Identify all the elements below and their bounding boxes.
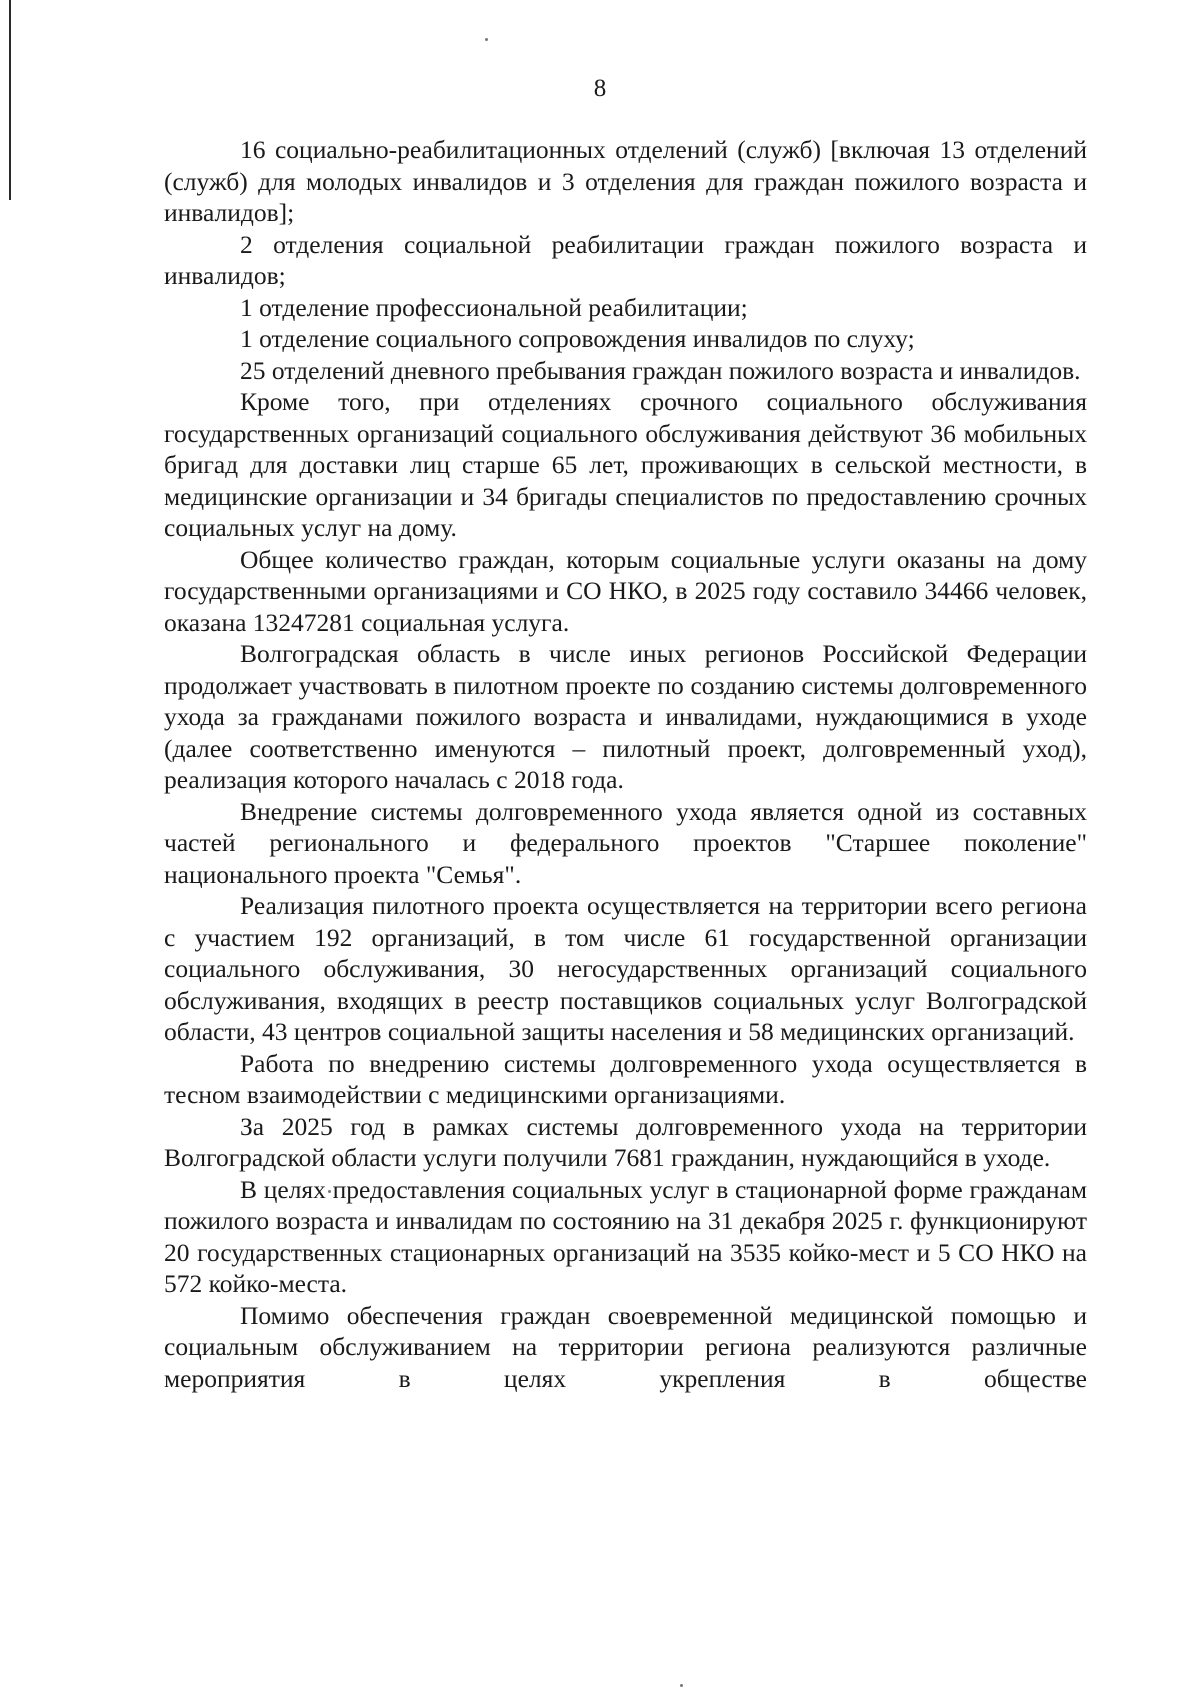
paragraph: 1 отделение профессиональной реабилитации;	[240, 292, 748, 322]
scan-speck	[680, 1684, 683, 1687]
page-number: 8	[593, 75, 607, 102]
paragraph: Помимо обеспечения граждан своевременной медицинской помощью и социальным обслуживанием на территории региона реализуются различные мероприятия в целях укрепления в обществе	[164, 1300, 1087, 1393]
paragraph: Внедрение системы долговременного ухода является одной из составных частей регионального и федерального проектов "Старшее поколение" национального проекта "Семья".	[164, 796, 1087, 889]
document-body	[164, 134, 1087, 1394]
paragraph: Общее количество граждан, которым социальные услуги оказаны на дому государственными организациями и СО НКО, в 2025 году составило 34466 человек, оказана 13247281 социальная услуга.	[164, 544, 1087, 637]
paragraph: 16 социально-реабилитационных отделений (служб) [включая 13 отделений (служб) для молодых инвалидов и 3 отделения для граждан пожилого возраста и инвалидов];	[164, 135, 1087, 227]
paragraph: Волгоградская область в числе иных регионов Российской Федерации продолжает участвовать в пилотном проекте по созданию системы долговременного ухода за гражданами пожилого возраста и инвалидами, нуждающимися в уходе (далее соответственно именуются – пилотный проект, долговременный уход), реализация которого началась с 2018 года.	[164, 639, 1087, 794]
paragraph: За 2025 год в рамках системы долговременного ухода на территории Волгоградской области услуги получили 7681 гражданин, нуждающийся в уходе.	[164, 1111, 1087, 1172]
paragraph: В целях предоставления социальных услуг в стационарной форме гражданам пожилого возраста и инвалидам по состоянию на 31 декабря 2025 г. функционируют 20 государственных стационарных организаций на 3535 койко-мест и 5 СО НКО на 572 койко-места.	[164, 1174, 1087, 1298]
paragraph: Реализация пилотного проекта осуществляется на территории всего региона с участием 192 организаций, в том числе 61 государственной организации социального обслуживания, 30 негосударственных организаций социального обслуживания, входящих в реестр поставщиков социальных услуг Волгоградской области, 43 центров социальной защиты населения и 58 медицинских организаций.	[164, 891, 1087, 1046]
paragraph: 25 отделений дневного пребывания граждан пожилого возраста и инвалидов.	[240, 355, 1081, 385]
paragraph: 1 отделение социального сопровождения инвалидов по слуху;	[240, 324, 915, 353]
paragraph: Работа по внедрению системы долговременного ухода осуществляется в тесном взаимодействии с медицинскими организациями.	[164, 1048, 1087, 1109]
scan-speck	[485, 38, 488, 41]
paragraph: Кроме того, при отделениях срочного социального обслуживания государственных организаций социального обслуживания действуют 36 мобильных бригад для доставки лиц старше 65 лет, проживающих в сельской местности, в медицинские организации и 34 бригады специалистов по предоставлению срочных социальных услуг на дому.	[164, 387, 1087, 542]
paragraph: 2 отделения социальной реабилитации граждан пожилого возраста и инвалидов;	[164, 229, 1087, 290]
